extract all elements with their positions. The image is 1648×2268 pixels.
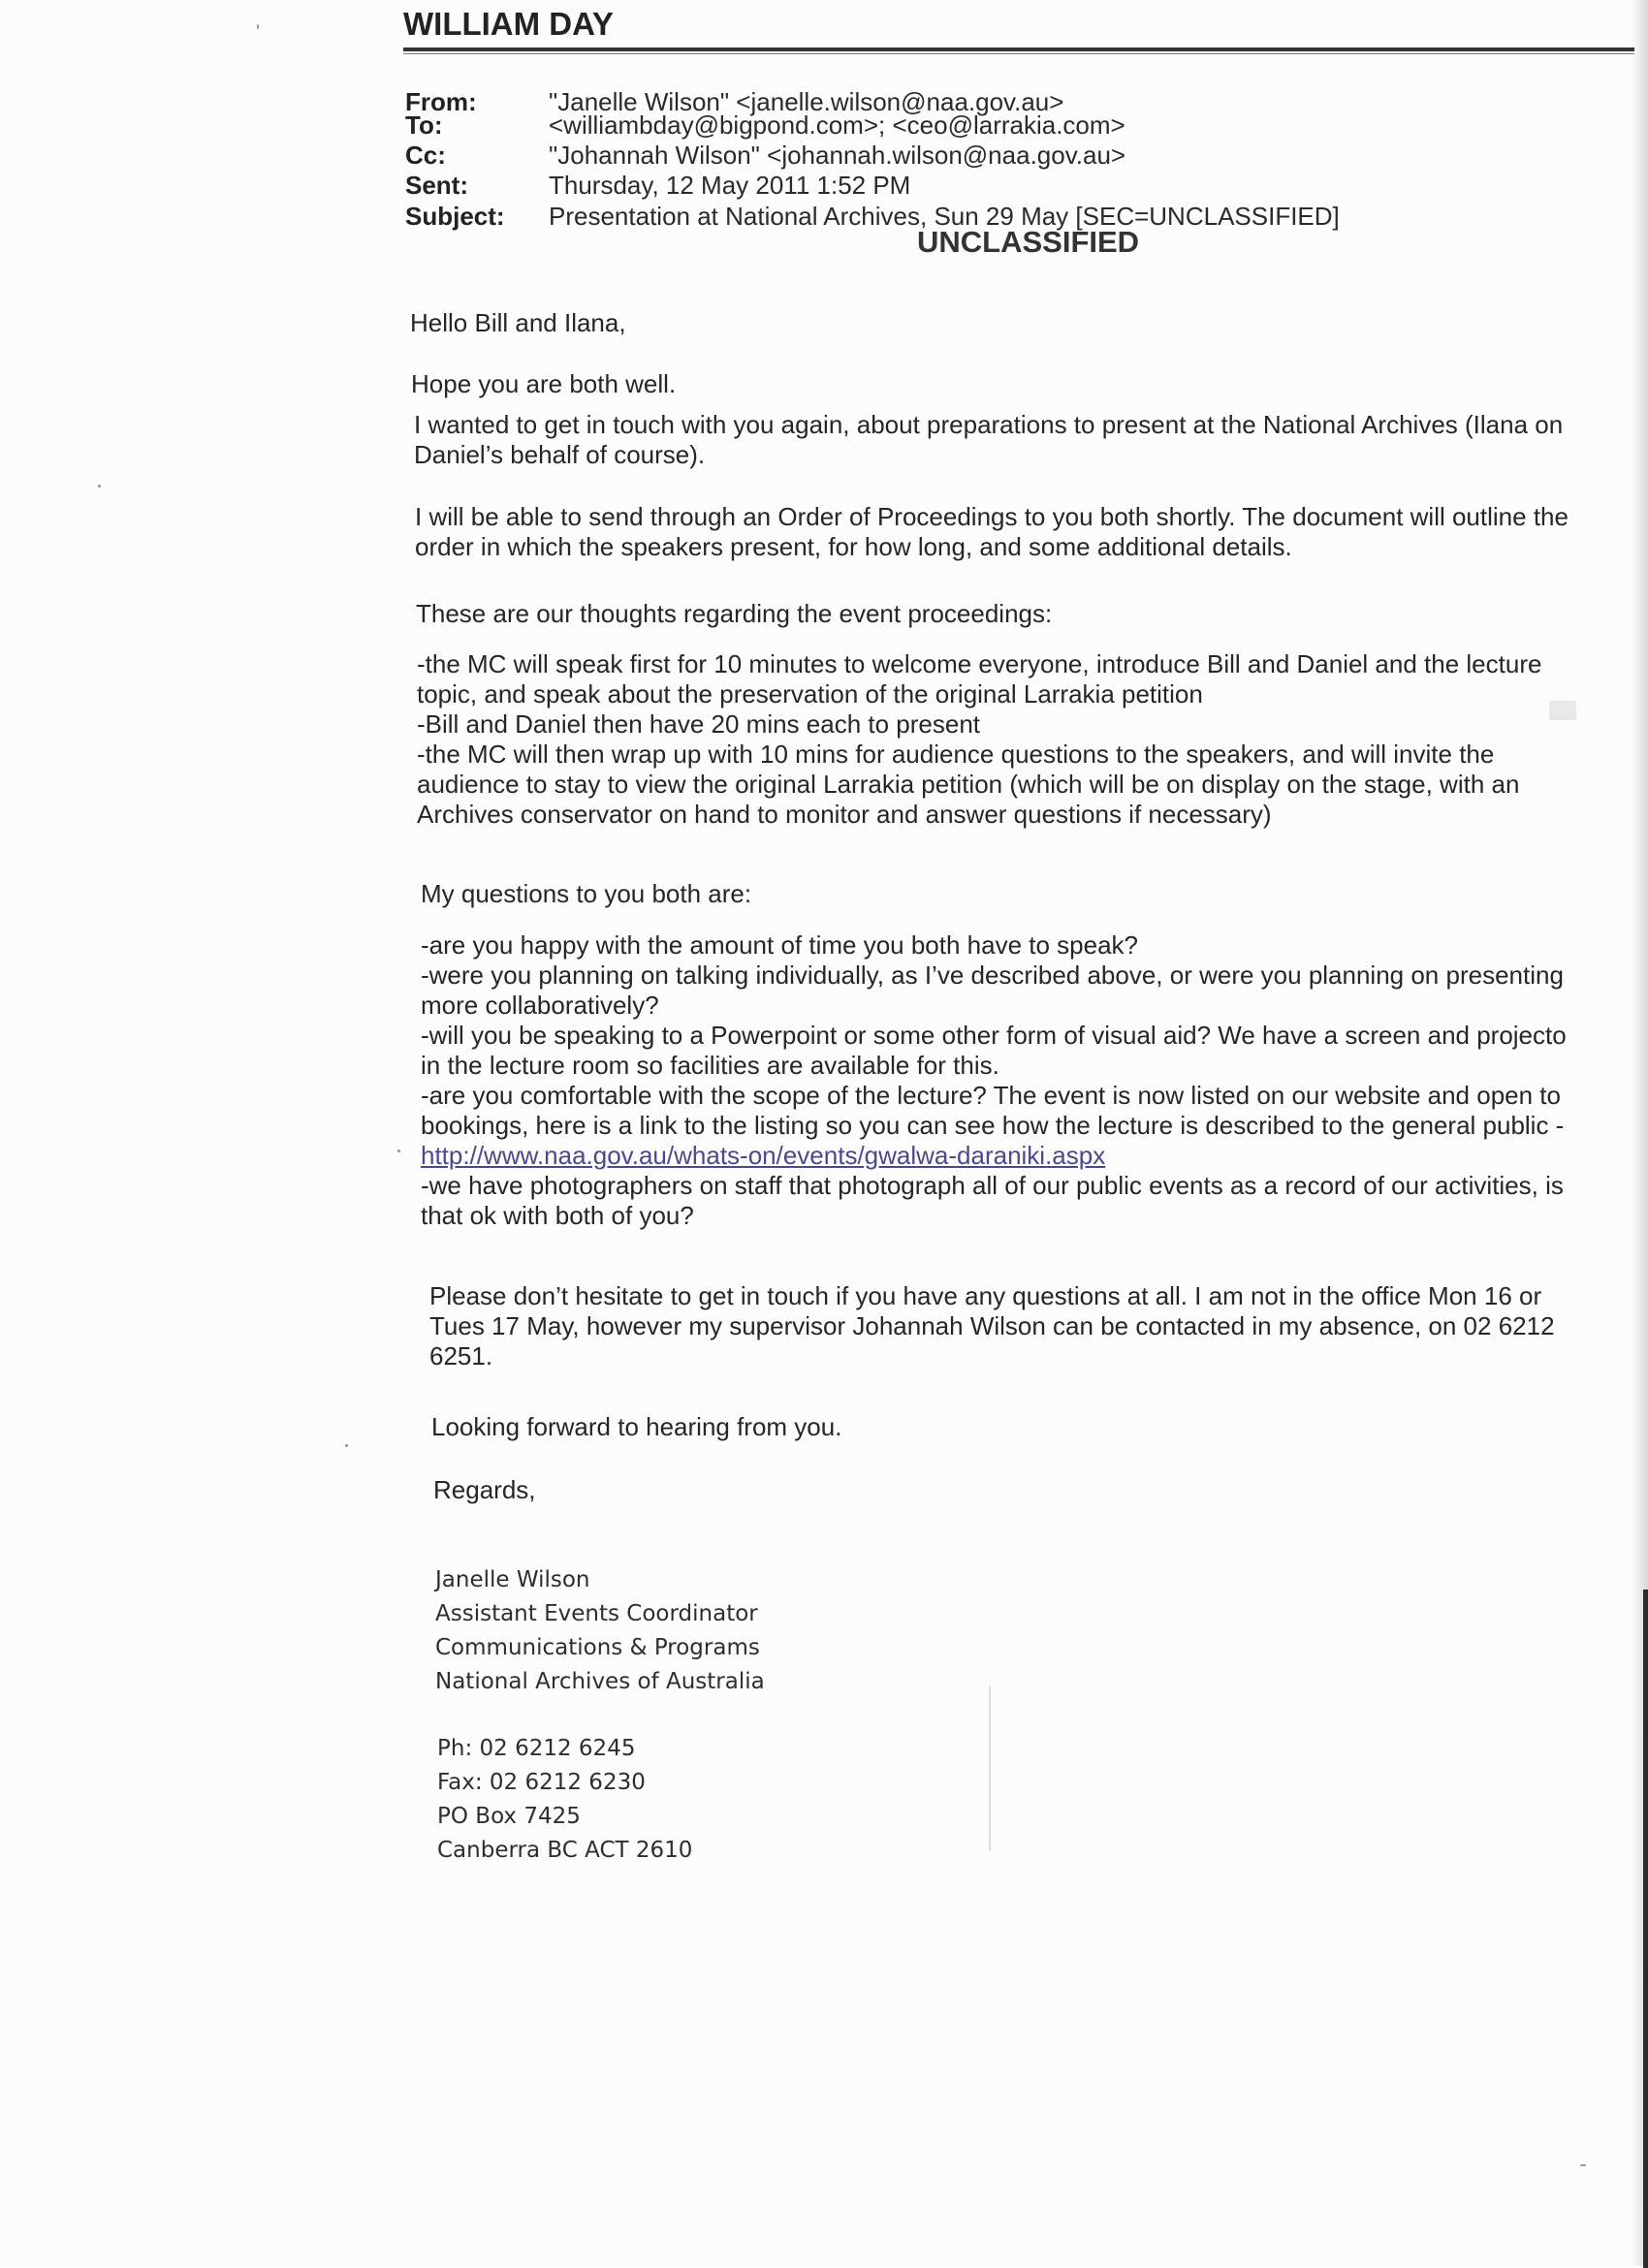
contact-phone: Ph: 02 6212 6245 bbox=[437, 1736, 636, 1761]
signature-department: Communications & Programs bbox=[435, 1635, 760, 1660]
list-item: -will you be speaking to a Powerpoint or some other form of visual aid? We have a screen and projecto bbox=[421, 1021, 1567, 1050]
cc-value: "Johannah Wilson" <johannah.wilson@naa.gov.au> bbox=[549, 141, 1126, 170]
header-rule-thin bbox=[403, 53, 1634, 54]
document-header-name: WILLIAM DAY bbox=[403, 6, 614, 42]
signature-name: Janelle Wilson bbox=[435, 1567, 590, 1592]
greeting: Hello Bill and Ilana, bbox=[410, 308, 626, 337]
contact-po-box: PO Box 7425 bbox=[437, 1804, 581, 1829]
paragraph-preparations bbox=[414, 410, 1563, 470]
sign-off: Regards, bbox=[433, 1475, 536, 1504]
signature-title: Assistant Events Coordinator bbox=[435, 1601, 758, 1626]
paragraph-thoughts: These are our thoughts regarding the event proceedings: bbox=[416, 599, 1053, 628]
paragraph-line: Daniel’s behalf of course). bbox=[414, 440, 706, 469]
scan-crease bbox=[989, 1686, 991, 1851]
scan-speck bbox=[345, 1444, 348, 1447]
cc-label: Cc: bbox=[405, 141, 446, 170]
from-label: From: bbox=[405, 87, 477, 116]
paragraph-questions-intro: My questions to you both are: bbox=[421, 879, 752, 908]
list-item: more collaboratively? bbox=[421, 991, 659, 1020]
paragraph-wellbeing: Hope you are both well. bbox=[411, 369, 677, 398]
paragraph-contact bbox=[429, 1281, 1555, 1371]
paragraph-line: Please don’t hesitate to get in touch if you have any questions at all. I am not in the office Mon 16 or bbox=[429, 1281, 1542, 1310]
header-rule bbox=[403, 47, 1634, 51]
sent-value: Thursday, 12 May 2011 1:52 PM bbox=[549, 171, 911, 200]
list-item: -are you happy with the amount of time you both have to speak? bbox=[421, 930, 1139, 960]
list-item: Archives conservator on hand to monitor and answer questions if necessary) bbox=[417, 800, 1272, 829]
to-value: <williambday@bigpond.com>; <ceo@larrakia.com> bbox=[549, 110, 1125, 140]
contact-city: Canberra BC ACT 2610 bbox=[437, 1838, 693, 1863]
contact-block bbox=[437, 1732, 692, 1868]
list-item: topic, and speak about the preservation of the original Larrakia petition bbox=[417, 679, 1203, 709]
from-value: "Janelle Wilson" <janelle.wilson@naa.gov.au> bbox=[549, 87, 1064, 116]
signature-block bbox=[435, 1563, 765, 1699]
questions-list bbox=[421, 930, 1567, 1231]
scan-speck bbox=[98, 485, 101, 488]
paragraph-line: I will be able to send through an Order of Proceedings to you both shortly. The document will outline the bbox=[415, 502, 1569, 531]
email-to-row bbox=[405, 110, 1125, 141]
proceedings-list bbox=[417, 649, 1541, 830]
email-sent-row bbox=[405, 171, 910, 201]
list-item: -we have photographers on staff that photograph all of our public events as a record of our activities, is bbox=[421, 1171, 1564, 1200]
paragraph-line: 6251. bbox=[429, 1341, 493, 1370]
scan-speck bbox=[1580, 2164, 1586, 2166]
email-cc-row bbox=[405, 141, 1125, 171]
event-listing-link[interactable]: http://www.naa.gov.au/whats-on/events/gwalwa-daraniki.aspx bbox=[421, 1141, 1106, 1170]
scan-speck bbox=[397, 1150, 400, 1152]
subject-value: Presentation at National Archives, Sun 29 May [SEC=UNCLASSIFIED] bbox=[549, 202, 1340, 231]
paragraph-line: Tues 17 May, however my supervisor Johannah Wilson can be contacted in my absence, on 02 6212 bbox=[429, 1311, 1555, 1340]
paragraph-order-of-proceedings bbox=[415, 502, 1569, 562]
list-item: -were you planning on talking individually, as I’ve described above, or were you planning on presenting bbox=[421, 961, 1564, 990]
list-item: -are you comfortable with the scope of the lecture? The event is now listed on our website and open to bbox=[421, 1081, 1561, 1110]
paragraph-looking-forward: Looking forward to hearing from you. bbox=[431, 1412, 842, 1441]
list-item: -Bill and Daniel then have 20 mins each to present bbox=[417, 709, 981, 739]
list-item: in the lecture room so facilities are available for this. bbox=[421, 1051, 999, 1080]
list-item: -the MC will then wrap up with 10 mins for audience questions to the speakers, and will invite the bbox=[417, 740, 1495, 769]
contact-fax: Fax: 02 6212 6230 bbox=[437, 1770, 646, 1795]
scan-speck bbox=[257, 24, 259, 29]
subject-label: Subject: bbox=[405, 202, 505, 231]
list-item: audience to stay to view the original Larrakia petition (which will be on display on the stage, with an bbox=[417, 770, 1520, 799]
signature-organisation: National Archives of Australia bbox=[435, 1669, 765, 1694]
list-item: -the MC will speak first for 10 minutes to welcome everyone, introduce Bill and Daniel and the lecture bbox=[417, 649, 1542, 678]
list-item: bookings, here is a link to the listing so you can see how the lecture is described to the general public - bbox=[421, 1111, 1565, 1140]
email-subject-row bbox=[405, 202, 1340, 232]
to-label: To: bbox=[405, 110, 443, 140]
paragraph-line: order in which the speakers present, for how long, and some additional details. bbox=[415, 532, 1292, 561]
sent-label: Sent: bbox=[405, 171, 468, 200]
list-item: that ok with both of you? bbox=[421, 1201, 694, 1230]
scan-edge-dark-strip bbox=[1643, 1590, 1648, 2268]
paragraph-line: I wanted to get in touch with you again, about preparations to present at the National Archives (Ilana on bbox=[414, 410, 1564, 439]
scan-smudge bbox=[1549, 701, 1576, 720]
classification-marking: UNCLASSIFIED bbox=[917, 225, 1140, 259]
